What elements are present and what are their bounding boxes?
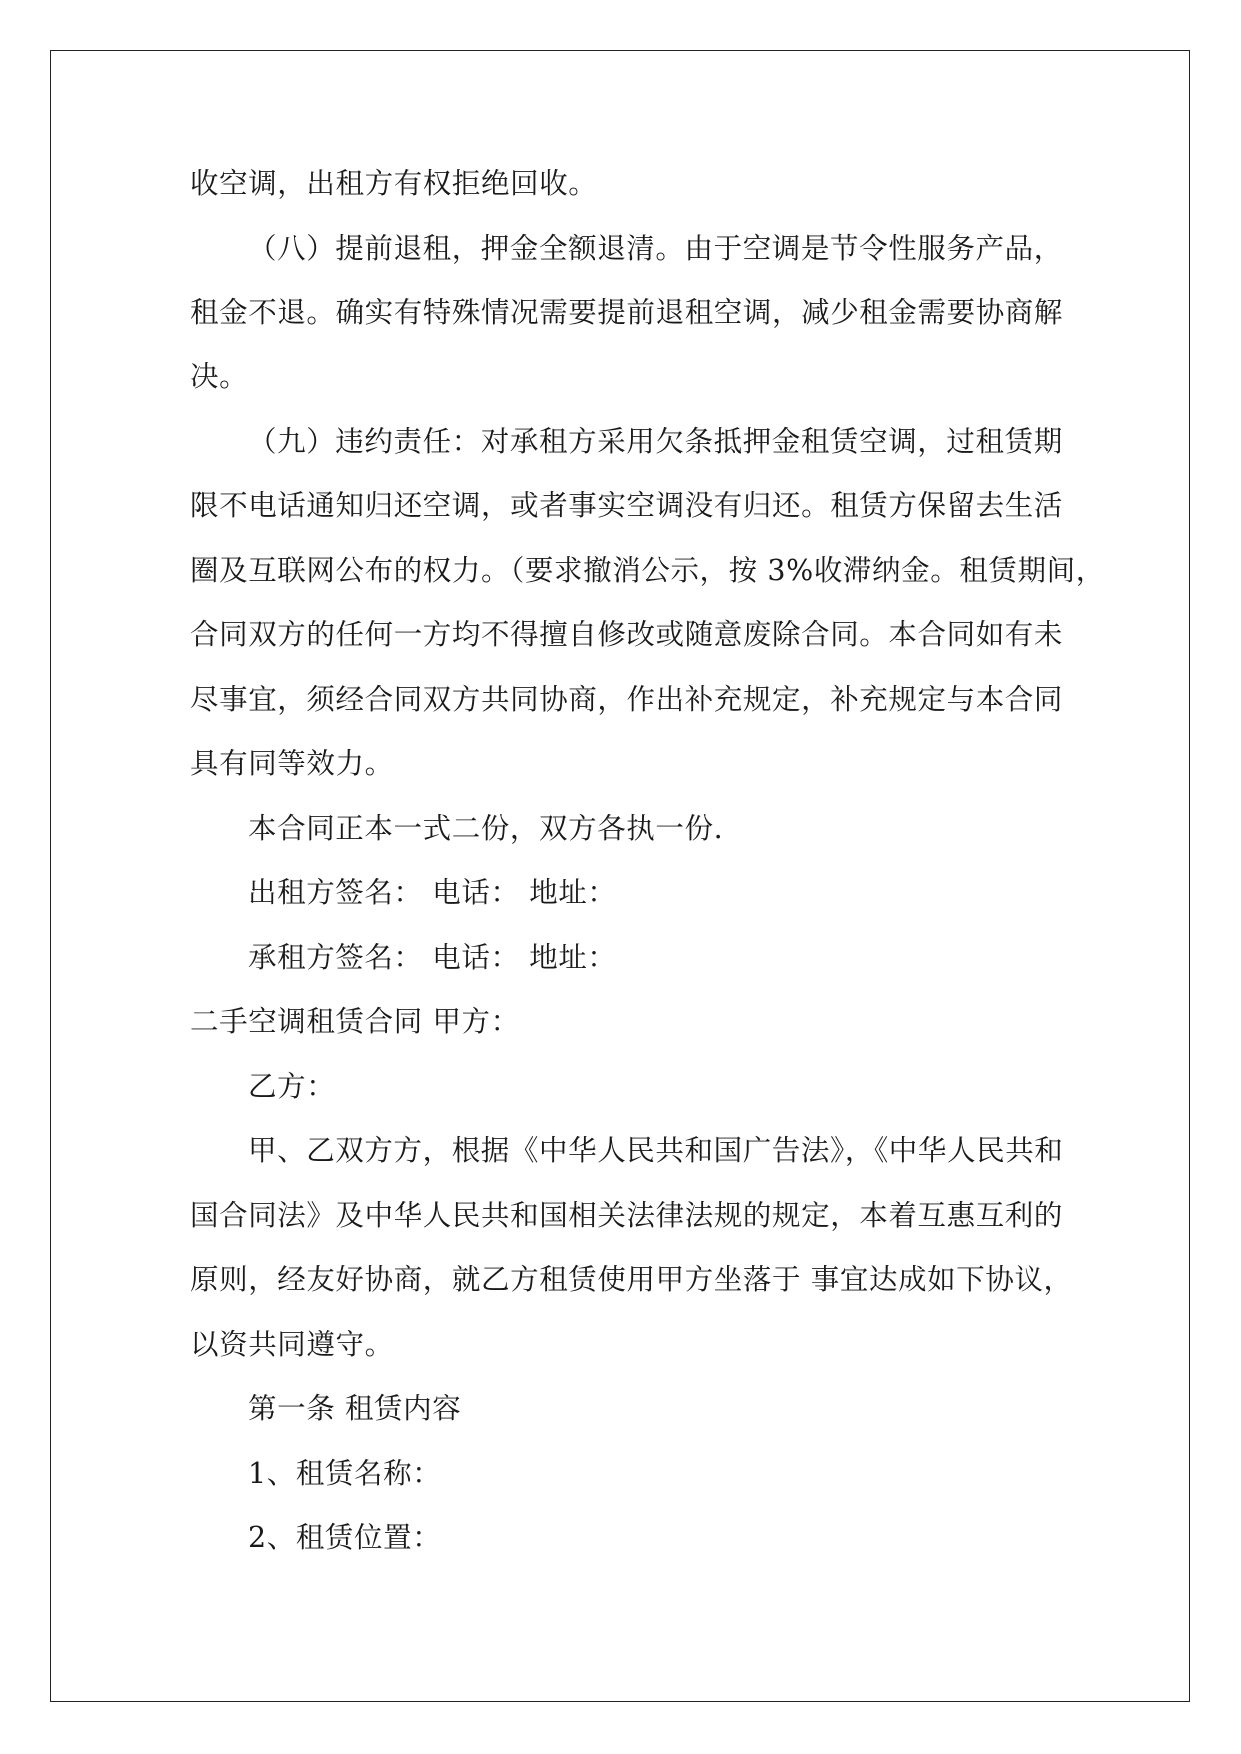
paragraph-line: （八）提前退租，押金全额退清。由于空调是节令性服务产品， (248, 232, 1063, 265)
article-heading: 第一条 租赁内容 (248, 1392, 462, 1425)
text-line: 合同双方的任何一方均不得擅自修改或随意废除合同。本合同如有未 (190, 618, 1064, 651)
party-b-line: 乙方： (248, 1070, 336, 1103)
text-line: 圈及互联网公布的权力。（要求撤消公示，按 3%收滞纳金。租赁期间， (190, 554, 1105, 587)
text-line: 租金不退。确实有特殊情况需要提前退租空调，减少租金需要协商解 (190, 296, 1064, 329)
lessor-signature-line: 出租方签名： 电话： 地址： (248, 876, 617, 909)
paragraph-line: 甲、乙双方方，根据《中华人民共和国广告法》，《中华人民共和 (248, 1134, 1064, 1167)
text-line: 原则，经友好协商，就乙方租赁使用甲方坐落于 事宜达成如下协议， (190, 1263, 1073, 1296)
text-line: 具有同等效力。 (190, 747, 394, 780)
list-item: 2、租赁位置： (248, 1521, 442, 1554)
paragraph-line: （九）违约责任：对承租方采用欠条抵押金租赁空调，过租赁期 (248, 425, 1063, 458)
contract-title-line: 二手空调租赁合同 甲方： (190, 1005, 520, 1038)
paragraph-line: 本合同正本一式二份，双方各执一份. (248, 812, 724, 845)
list-item: 1、租赁名称： (248, 1457, 442, 1490)
text-line: 限不电话通知归还空调，或者事实空调没有归还。租赁方保留去生活 (190, 489, 1064, 522)
text-line: 尽事宜，须经合同双方共同协商，作出补充规定，补充规定与本合同 (190, 683, 1064, 716)
text-line: 以资共同遵守。 (190, 1328, 394, 1361)
lessee-signature-line: 承租方签名： 电话： 地址： (248, 941, 617, 974)
text-line: 决。 (190, 360, 249, 393)
text-line: 收空调，出租方有权拒绝回收。 (190, 167, 598, 200)
text-line: 国合同法》及中华人民共和国相关法律法规的规定，本着互惠互利的 (190, 1199, 1064, 1232)
